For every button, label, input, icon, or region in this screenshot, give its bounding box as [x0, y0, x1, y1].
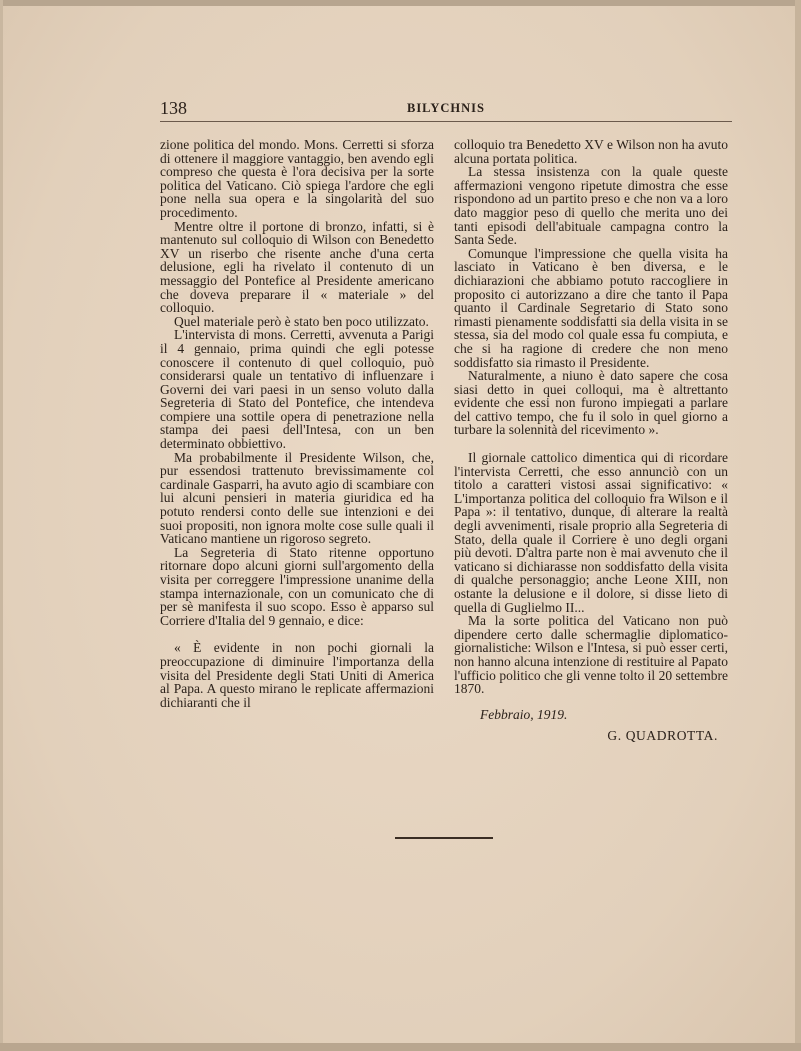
paragraph: La stessa insistenza con la quale queste affermazioni vengono ripetute dimostra che esse rispondono ad un partito preso e che non va a loro dato maggior peso di quello che merita uno dei tanti episodi dell'abituale campagna contro la Santa Sede. — [454, 164, 728, 248]
running-title: BILYCHNIS — [406, 101, 485, 115]
header-rule — [160, 121, 732, 122]
left-column — [160, 138, 434, 709]
page-edge-bottom — [0, 1043, 801, 1051]
page-edge-top — [0, 0, 801, 6]
end-rule — [395, 837, 493, 839]
paragraph: colloquio tra Benedetto XV e Wilson non ha avuto alcuna portata politica. — [454, 137, 728, 166]
paragraph: Naturalmente, a niuno è dato sapere che cosa siasi detto in quei colloqui, ma è altrettanto evidente che essi non furono impiegati a parlare del cattivo tempo, che fu il solo in quel giorno a turbare la solennità del ricevimento ». — [454, 368, 728, 438]
paragraph: Quel materiale però è stato ben poco utilizzato. — [174, 313, 429, 329]
page-edge-right — [795, 0, 801, 1051]
paragraph: zione politica del mondo. Mons. Cerretti si sforza di ottenere il maggiore vantaggio, ben avendo egli compreso che questa è l'ora decisiva per la sorte politica del Vaticano. Ciò spiega l'ardore che egli pone nella sua opera e la singolarità del suo procedimento. — [160, 137, 434, 220]
paragraph: Ma la sorte politica del Vaticano non può dipendere certo dalle schermaglie diplomatico-giornalistiche: Wilson e l'Intesa, si può esser certi, non hanno alcuna intenzione di restituire al Papato l'ufficio politico che gli venne tolto il 20 settembre 1870. — [454, 613, 728, 697]
quoted-communique: « È evidente in non pochi giornali la preoccupazione di diminuire l'importanza della visita del Presidente degli Stati Uniti di America al Papa. A questo mirano le replicate affermazioni dichiaranti che il — [160, 640, 434, 710]
page-edge-left — [0, 0, 3, 1051]
paragraph: Comunque l'impressione che quella visita ha lasciato in Vaticano è ben diversa, e le dichiarazioni che abbiamo potuto raccogliere in proposito ci autorizzano a dire che tanto il Papa quanto il Cardinale Segretario di Stato sono rimasti pienamente soddisfatti sia della visita in se stessa, sia del modo col quale essa fu compiuta, e che si ha ragione di credere che non meno soddisfatto sia rimasto il Presidente. — [454, 245, 728, 370]
paragraph: Mentre oltre il portone di bronzo, infatti, si è mantenuto sul colloquio di Wilson con Benedetto XV un riserbo che risente anche d'una certa delusione, egli ha rivelato il contenuto di un messaggio del Pontefice al Presidente americano che doveva preparare il « materiale » del colloquio. — [160, 218, 434, 316]
signoff-author: G. QUADROTTA. — [607, 728, 718, 744]
paragraph: Il giornale cattolico dimentica qui di ricordare l'intervista Cerretti, che esso annunciò con un titolo a caratteri vistosi assai significativo: « L'importanza politica del colloquio fra Wilson e il Papa »: il tentativo, dunque, di alterare la realtà degli avvenimenti, risale proprio alla Segreteria di Stato, della quale il Corriere è uno degli organi più devoti. D'altra parte non è mai avvenuto che il vaticano si dichiarasse non soddisfatto della visita di qualche personaggio; anche Leone XIII, non ostante la delusione e il dolore, si disse lieto di quella di Guglielmo II... — [454, 450, 728, 615]
page-number: 138 — [160, 98, 187, 118]
right-column — [454, 138, 728, 743]
paragraph: L'intervista di mons. Cerretti, avvenuta a Parigi il 4 gennaio, prima quindi che egli potesse conoscere il contenuto di quel colloquio, può considerarsi quale un tentativo di influenzare i Governi dei vari paesi in un senso voluto dalla Segreteria di Stato del Pontefice, che intendeva compiere una sottile opera di penetrazione nella stampa dei paesi dell'Intesa, con un ben determinato obbiettivo. — [160, 327, 434, 452]
paragraph: Ma probabilmente il Presidente Wilson, che, pur essendosi trattenuto brevissimamente col cardinale Gasparri, ha avuto agio di scambiare con lui alcuni pensieri in materia giuridica ed ha potuto rendersi conto delle sue intenzioni e dei suoi propositi, non ignora molte cose sulle quali il Vaticano mantiene un rigoroso segreto. — [160, 449, 434, 547]
signoff-date: Febbraio, 1919. — [480, 706, 568, 722]
paragraph: La Segreteria di Stato ritenne opportuno ritornare dopo alcuni giorni sull'argomento della visita per correggere l'impressione unanime della stampa internazionale, con un comunicato che di per sè manifesta il suo scopo. Esso è apparso sul Corriere d'Italia del 9 gennaio, e dice: — [160, 544, 434, 628]
running-header — [160, 98, 732, 118]
signoff — [454, 708, 728, 743]
